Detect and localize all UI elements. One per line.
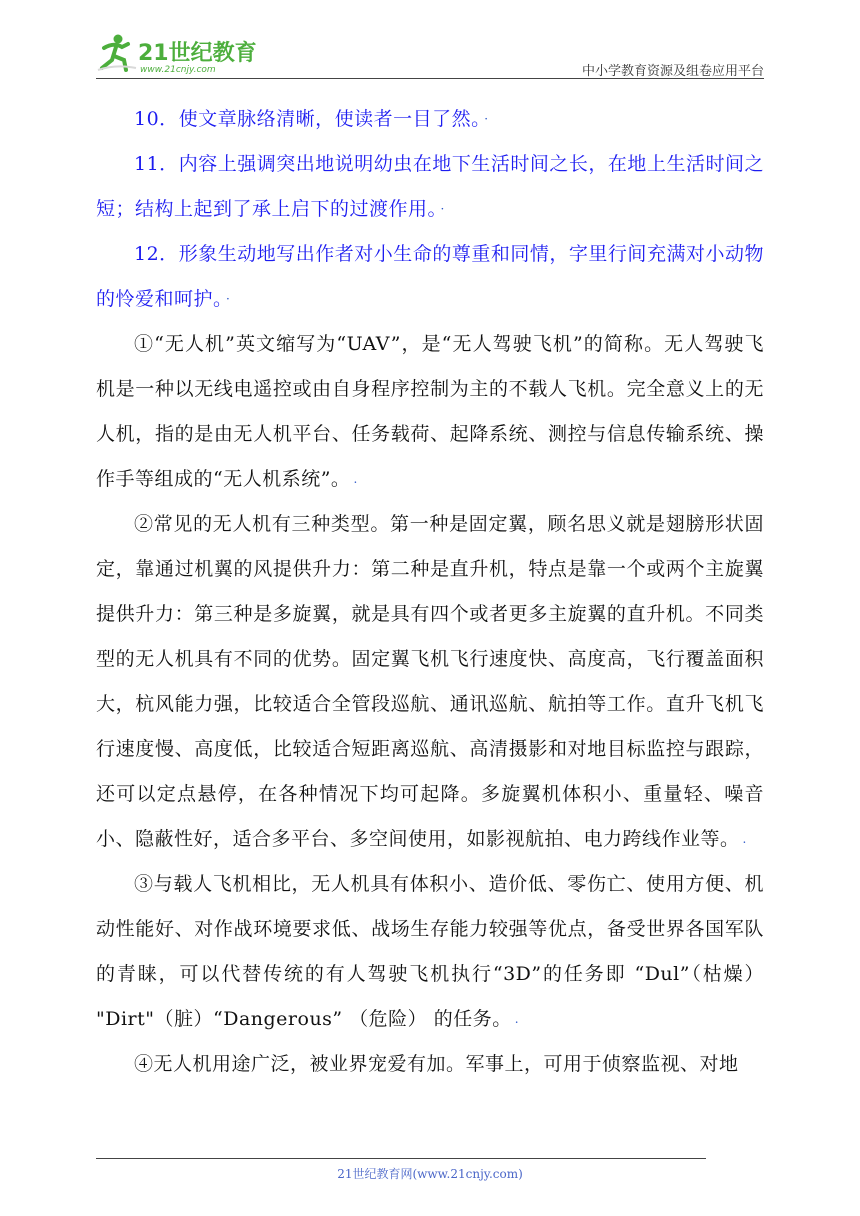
- paragraph-mark-icon: ·: [226, 292, 231, 306]
- body-paragraph-2: [96, 502, 764, 862]
- paragraph-text: ④无人机用途广泛，被业界宠爱有加。军事上，可用于侦察监视、对地: [134, 1053, 739, 1075]
- header-divider: [96, 78, 764, 79]
- paragraph-mark-icon: ·: [440, 202, 445, 216]
- answer-paragraph-10: [96, 97, 764, 142]
- document-body: [96, 97, 764, 1087]
- answer-paragraph-11: [96, 142, 764, 232]
- paragraph-mark-icon: ·: [484, 112, 489, 126]
- footer-divider: [96, 1158, 706, 1159]
- paragraph-mark-icon: .: [514, 1012, 520, 1026]
- running-figure-logo-icon: [96, 30, 266, 76]
- site-logo[interactable]: [96, 30, 266, 76]
- paragraph-mark-icon: .: [742, 832, 747, 846]
- paragraph-text: ②常见的无人机有三种类型。第一种是固定翼，顾名思义就是翅膀形状固定，靠通过机翼的风提供升力：第二种是直升机，特点是靠一个或两个主旋翼提供升力：第三种是多旋翼，就是具有四个或者更多主旋翼的直升机。不同类型的无人机具有不同的优势。固定翼飞机飞行速度快、高度高，飞行覆盖面积大，杭风能力强，比较适合全管段巡航、通讯巡航、航拍等工作。直升飞机飞行速度慢、高度低，比较适合短距离巡航、高清摄影和对地目标监控与跟踪，还可以定点悬停，在各种情况下均可起降。多旋翼机体积小、重量轻、噪音小、隐蔽性好，适合多平台、多空间使用，如影视航拍、电力跨线作业等。: [96, 513, 764, 850]
- footer-link[interactable]: 21世纪教育网(www.21cnjy.com): [337, 1167, 523, 1181]
- paragraph-text: ①“无人机”英文缩写为“UAV”，是“无人驾驶飞机”的简称。无人驾驶飞机是一种以无线电遥控或由自身程序控制为主的不载人飞机。完全意义上的无人机，指的是由无人机平台、任务载荷、起降系统、测控与信息传输系统、操作手等组成的“无人机系统”。: [96, 333, 764, 490]
- logo-brand-text: 21世纪教育: [138, 41, 257, 66]
- paragraph-text: ③与载人飞机相比，无人机具有体积小、造价低、零伤亡、使用方便、机动性能好、对作战环境要求低、战场生存能力较强等优点，备受世界各国军队的青睐，可以代替传统的有人驾驶飞机执行“3D”的任务即 “Dul”（枯燥） "Dirt"（脏）“Dangerous” （危险） 的任务。: [96, 873, 764, 1030]
- body-paragraph-4: [96, 1042, 764, 1087]
- platform-title: 中小学教育资源及组卷应用平台: [581, 64, 764, 79]
- body-paragraph-1: [96, 322, 764, 502]
- answer-paragraph-12: [96, 232, 764, 322]
- body-paragraph-3: [96, 862, 764, 1042]
- page-header: [96, 30, 764, 80]
- paragraph-mark-icon: .: [353, 472, 358, 486]
- paragraph-text: 11．内容上强调突出地说明幼虫在地下生活时间之长，在地上生活时间之短；结构上起到了承上启下的过渡作用。: [96, 153, 764, 220]
- logo-url-text: www.21cnjy.com: [140, 65, 216, 75]
- paragraph-text: 12．形象生动地写出作者对小生命的尊重和同情，字里行间充满对小动物的怜爱和呵护。: [96, 243, 764, 310]
- paragraph-text: 10．使文章脉络清晰，使读者一目了然。: [134, 108, 482, 130]
